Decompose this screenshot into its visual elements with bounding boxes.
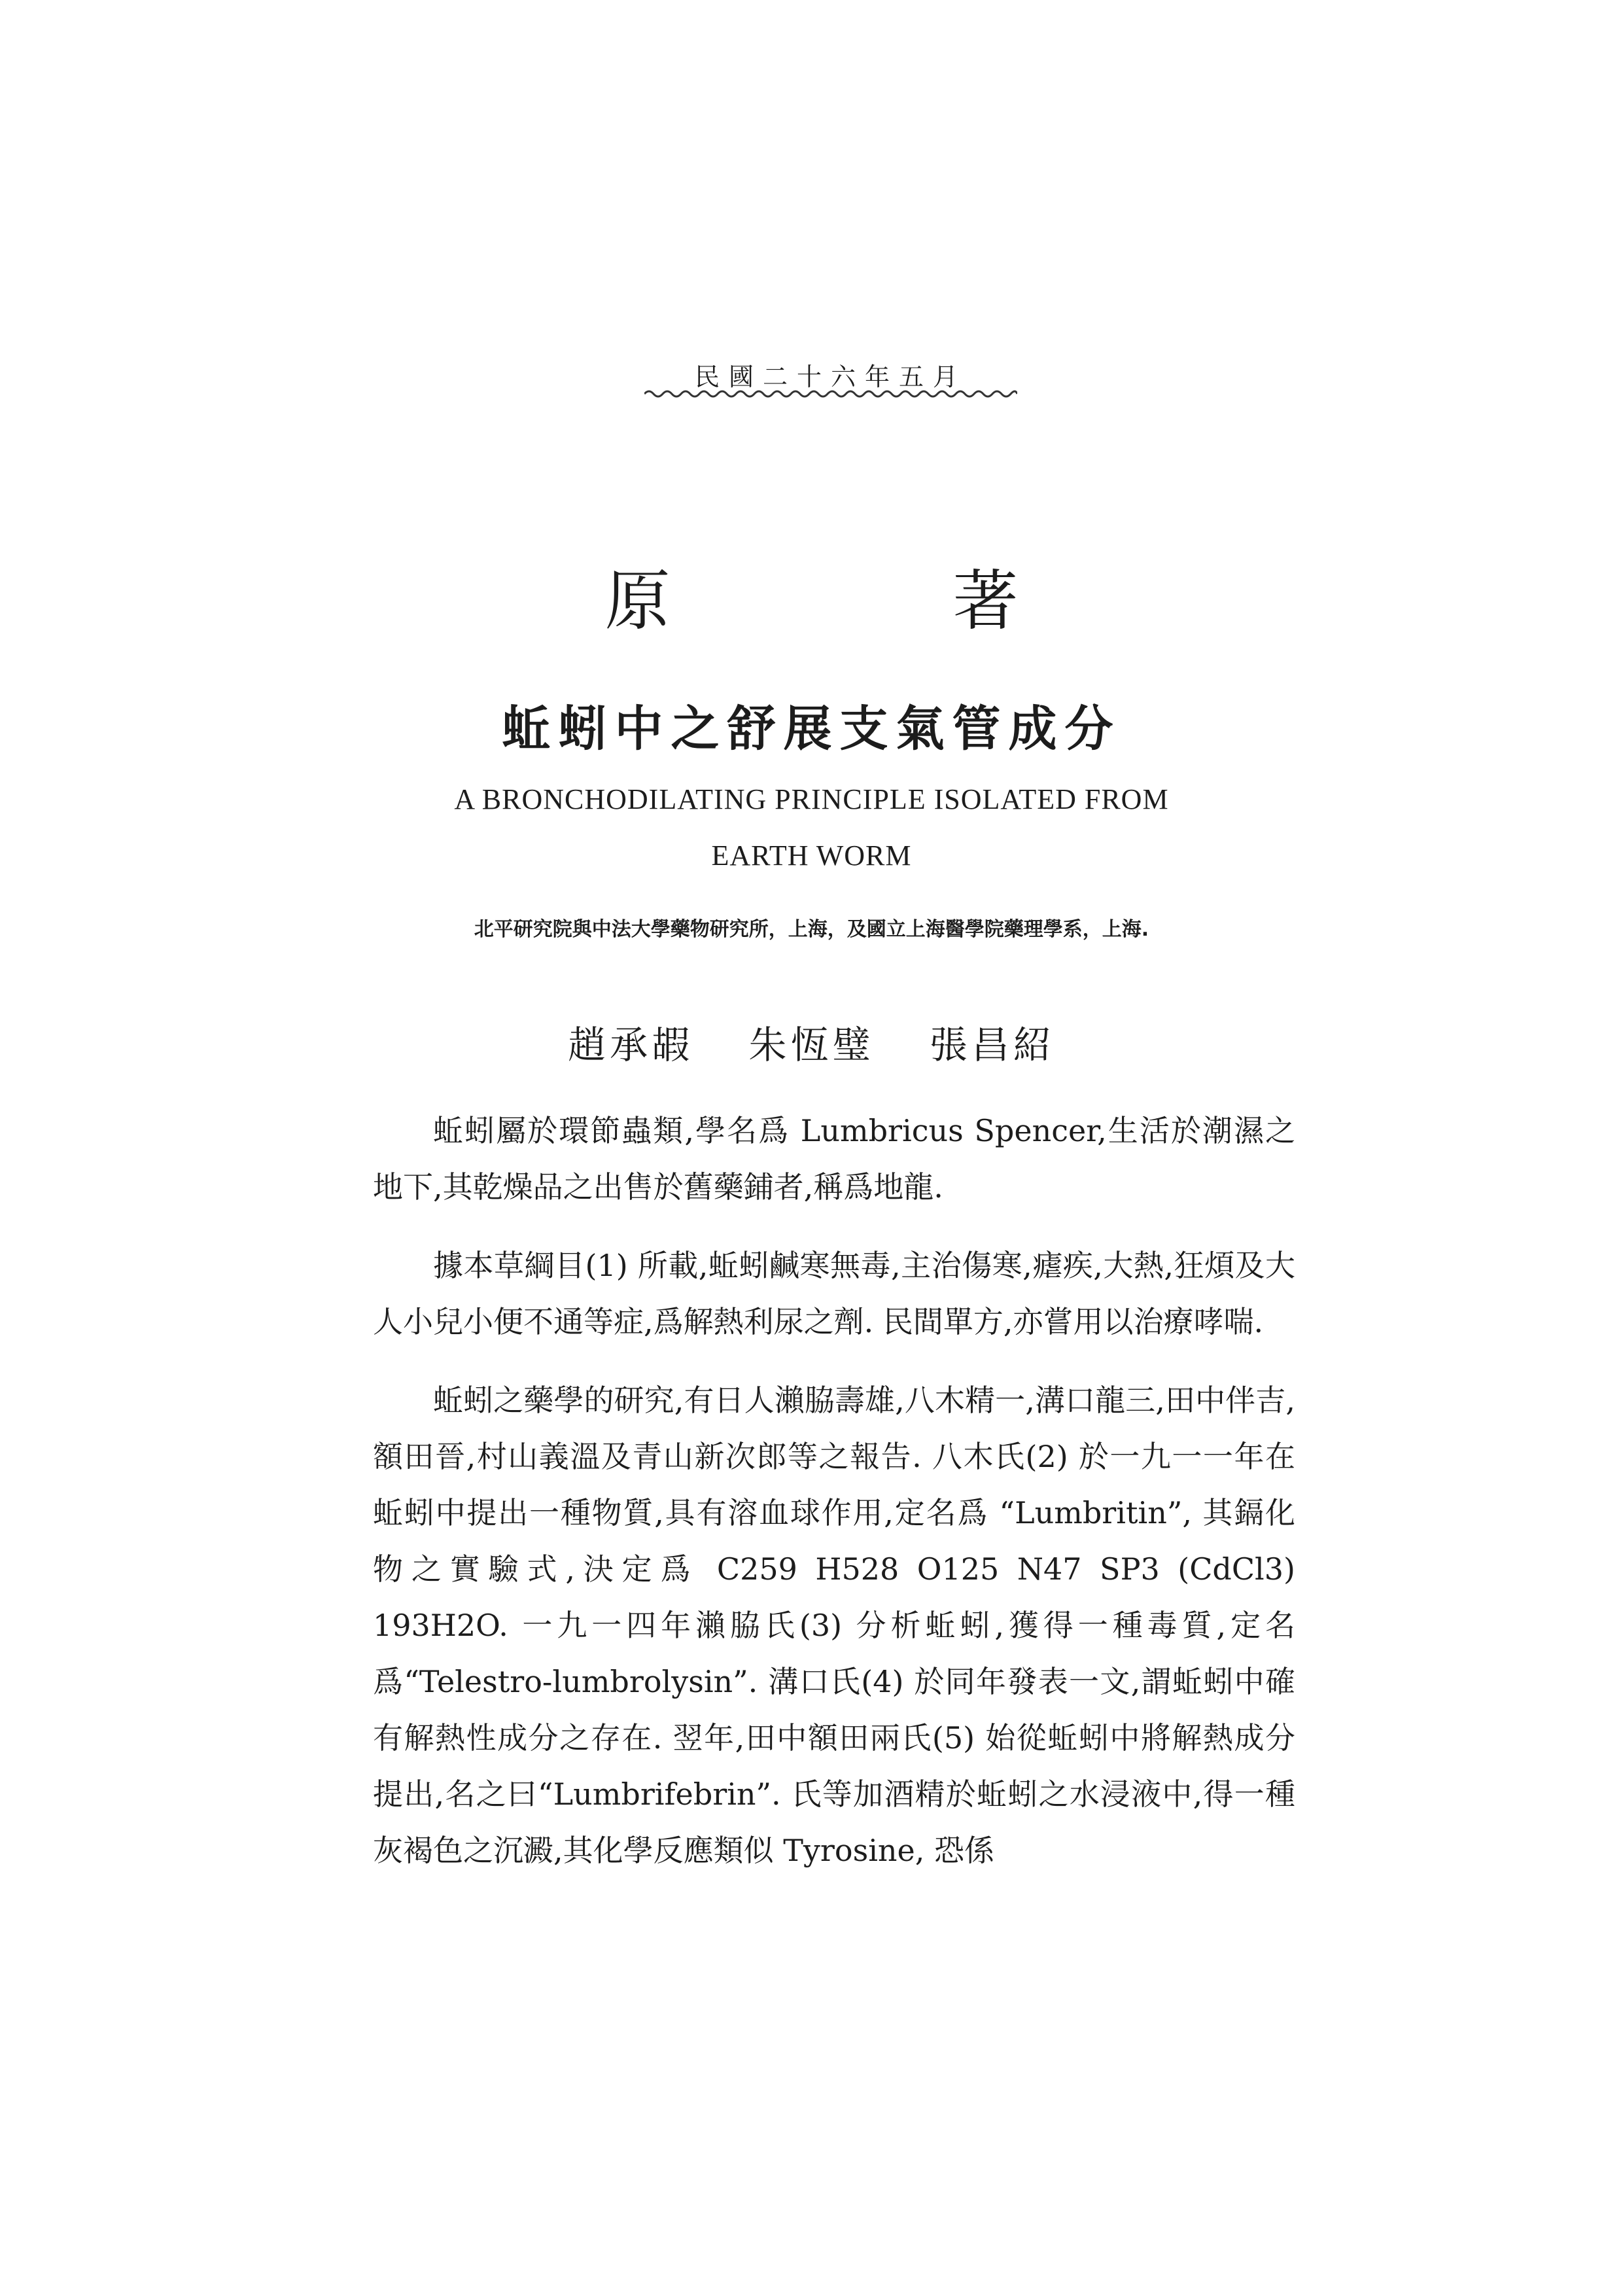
paragraph-1: 蚯蚓屬於環節蟲類,學名爲 Lumbricus Spencer,生活於潮濕之地下,其乾燥品之出售於舊藥鋪者,稱爲地龍.	[373, 1113, 1295, 1205]
article-title-english-line2: EARTH WORM	[711, 839, 912, 872]
page-date-header: 民國二十六年五月	[694, 362, 967, 391]
article-body	[373, 1103, 1295, 1879]
author-affiliation: 北平研究院與中法大學藥物研究所，上海，及國立上海醫學院藥理學系，上海.	[474, 918, 1149, 941]
author-names: 趙承嘏 朱恆璧 張昌紹	[568, 1023, 1055, 1067]
paragraph-2: 據本草綱目(1) 所載,蚯蚓鹹寒無毒,主治傷寒,瘧疾,大熱,狂煩及大人小兒小便不通等症,爲解熱利尿之劑. 民間單方,亦嘗用以治療哮喘.	[373, 1248, 1295, 1339]
article-title-english-line1: A BRONCHODILATING PRINCIPLE ISOLATED FROM	[454, 783, 1169, 815]
article-title-chinese: 蚯蚓中之舒展支氣管成分	[502, 701, 1121, 757]
paragraph-3: 蚯蚓之藥學的研究,有日人瀨脇壽雄,八木精一,溝口龍三,田中伴吉,額田晉,村山義溫及青山新次郎等之報告. 八木氏(2) 於一九一一年在蚯蚓中提出一種物質,具有溶血球作用,定名爲 “Lumbritin”, 其鎘化物之實驗式,決定爲 C259 H528 O125 N47 SP3 (CdCl3) 193H2O. 一九一四年瀨脇氏(3) 分析蚯蚓,獲得一種毒質,定名爲“Telestro-lumbrolysin”. 溝口氏(4) 於同年發表一文,謂蚯蚓中確有解熱性成分之存在. 翌年,田中額田兩氏(5) 始從蚯蚓中將解熱成分提出,名之曰“Lumbrifebrin”. 氏等加酒精於蚯蚓之水浸液中,得一種灰褐色之沉澱,其化學反應類似 Tyrosine, 恐係	[373, 1383, 1295, 1868]
section-label: 原 著	[604, 563, 1149, 639]
wavy-underline	[644, 387, 1017, 400]
